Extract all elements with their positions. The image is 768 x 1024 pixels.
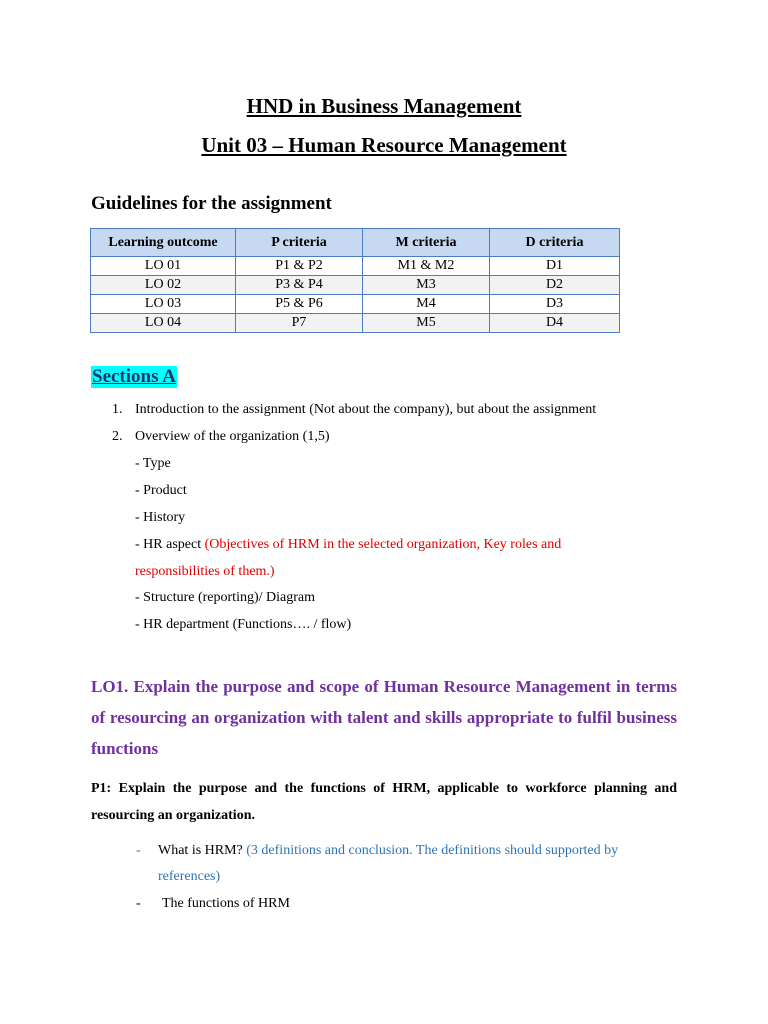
document-title: HND in Business Management xyxy=(246,94,522,118)
table-cell: P1 & P2 xyxy=(236,257,363,276)
table-cell: M1 & M2 xyxy=(363,257,490,276)
bullet-note-cont: references) xyxy=(158,869,221,884)
sub-item-hr-label: - HR aspect xyxy=(135,537,205,552)
bullet-dash: - xyxy=(136,843,141,858)
sub-item-structure: - Structure (reporting)/ Diagram xyxy=(135,590,315,605)
table-row xyxy=(91,276,620,295)
criteria-table xyxy=(90,228,620,333)
p1-heading: P1: Explain the purpose and the functions of HRM, applicable to workforce planning and resourcing an organization. xyxy=(91,781,677,823)
table-cell: D4 xyxy=(490,314,620,333)
section-a-heading: Sections A xyxy=(92,366,176,387)
bullet-dash: - xyxy=(136,896,141,911)
list-item: Introduction to the assignment (Not about the company), but about the assignment xyxy=(135,402,597,417)
table-row xyxy=(91,257,620,276)
table-cell: P7 xyxy=(236,314,363,333)
table-header: M criteria xyxy=(363,229,490,257)
sub-item-history: - History xyxy=(135,510,186,525)
table-cell: M4 xyxy=(363,295,490,314)
table-cell: D2 xyxy=(490,276,620,295)
table-header: Learning outcome xyxy=(91,229,236,257)
table-cell: M5 xyxy=(363,314,490,333)
list-number: 1. xyxy=(112,402,123,417)
sub-item-product: - Product xyxy=(135,483,187,498)
table-header-row xyxy=(91,229,620,257)
table-header: P criteria xyxy=(236,229,363,257)
table-header: D criteria xyxy=(490,229,620,257)
table-cell: M3 xyxy=(363,276,490,295)
list-item: Overview of the organization (1,5) xyxy=(135,429,330,444)
table-cell: LO 02 xyxy=(91,276,236,295)
sub-item-hr-department: - HR department (Functions…. / flow) xyxy=(135,617,352,632)
bullet-item-what-is-hrm xyxy=(158,843,618,859)
sub-item-hr-aspect xyxy=(135,537,561,553)
bullet-note: (3 definitions and conclusion. The definitions should supported by xyxy=(246,843,619,858)
guidelines-heading: Guidelines for the assignment xyxy=(91,193,332,214)
table-row xyxy=(91,295,620,314)
unit-title: Unit 03 – Human Resource Management xyxy=(201,133,567,157)
table-cell: D1 xyxy=(490,257,620,276)
hr-aspect-note-cont: responsibilities of them.) xyxy=(135,564,275,579)
table-cell: P5 & P6 xyxy=(236,295,363,314)
table-cell: LO 01 xyxy=(91,257,236,276)
list-number: 2. xyxy=(112,429,123,444)
table-cell: D3 xyxy=(490,295,620,314)
table-cell: LO 03 xyxy=(91,295,236,314)
table-cell: P3 & P4 xyxy=(236,276,363,295)
sub-item-type: - Type xyxy=(135,456,171,471)
hr-aspect-note: (Objectives of HRM in the selected organization, Key roles and xyxy=(204,537,562,552)
table-row xyxy=(91,314,620,333)
table-cell: LO 04 xyxy=(91,314,236,333)
lo1-heading: LO1. Explain the purpose and scope of Human Resource Management in terms of resourcing an organization with talent and skills appropriate to fulfil business functions xyxy=(91,677,677,758)
bullet-item-functions: The functions of HRM xyxy=(162,896,290,911)
bullet-text: What is HRM? xyxy=(158,843,247,858)
